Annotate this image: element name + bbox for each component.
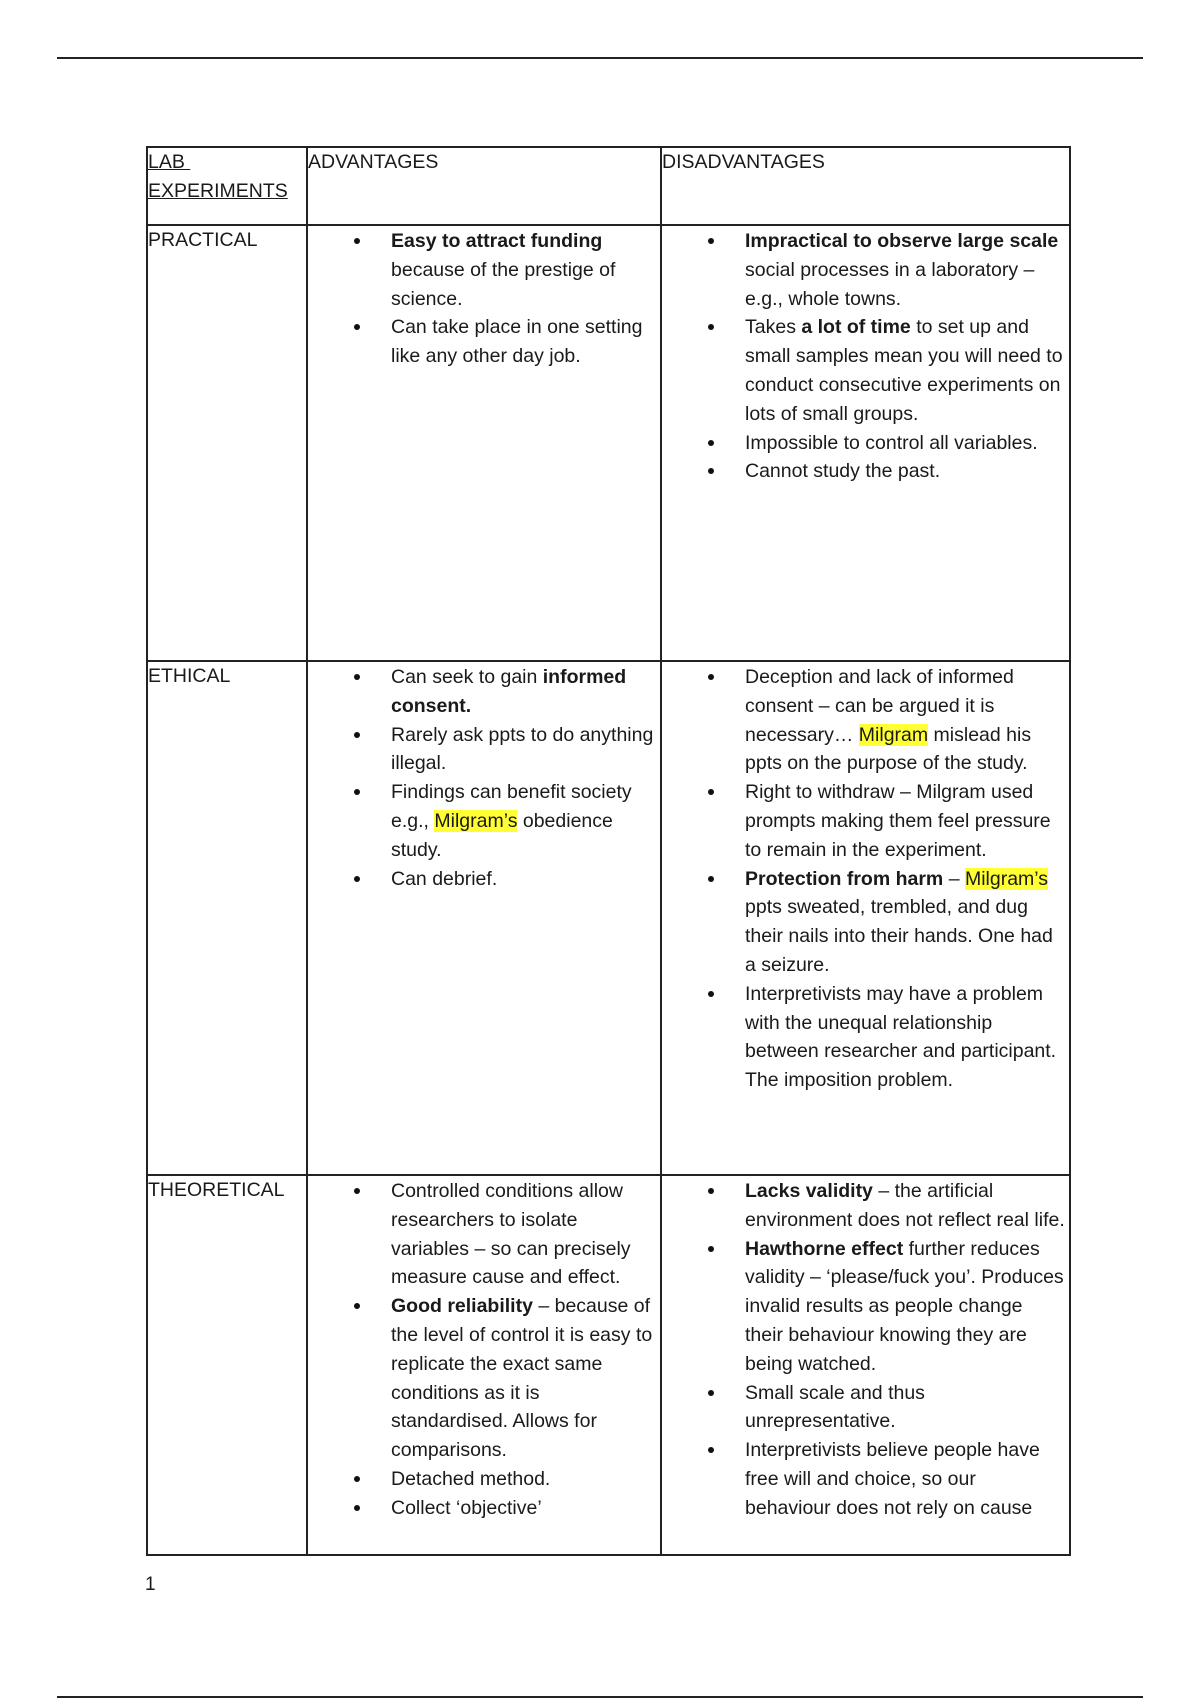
list-item xyxy=(308,227,656,313)
header-rule xyxy=(57,57,1143,59)
list-item xyxy=(308,1177,656,1292)
highlighted-text: Milgram xyxy=(858,723,929,746)
list-item xyxy=(662,663,1065,778)
item-text: Can seek to gain xyxy=(391,666,543,688)
practical-disadvantages-list xyxy=(662,226,1069,486)
practical-label-cell xyxy=(147,225,307,661)
item-text: – because of the level of control it is easy to replicate the exact same conditions as it is standardised. Allows for comparisons. xyxy=(391,1295,653,1462)
list-item xyxy=(308,778,656,864)
list-item xyxy=(308,313,656,371)
list-item xyxy=(662,429,1065,458)
item-text: Right to withdraw – Milgram used prompts making them feel pressure to remain in the experiment. xyxy=(745,781,1051,861)
list-item xyxy=(308,721,656,779)
list-item xyxy=(308,865,656,894)
ethical-disadvantages-cell xyxy=(661,661,1070,1175)
item-text: Interpretivists may have a problem with the unequal relationship between researcher and participant. The imposition problem. xyxy=(745,982,1057,1092)
item-text: Impossible to control all variables. xyxy=(745,431,1038,454)
item-text: obedience study. xyxy=(391,809,613,861)
ethical-advantages-list xyxy=(308,662,660,893)
bold-text: Protection from harm xyxy=(745,867,944,890)
footer-rule xyxy=(57,1696,1143,1698)
practical-advantages-list xyxy=(308,226,660,371)
header-cell-category xyxy=(147,147,307,225)
practical-label: PRACTICAL xyxy=(148,229,258,251)
highlighted-text: Milgram’s xyxy=(964,867,1049,890)
item-text: – xyxy=(943,867,965,890)
item-text: Rarely ask ppts to do anything illegal. xyxy=(391,723,654,775)
ethical-row xyxy=(147,661,1070,1175)
bold-text: Good reliability xyxy=(391,1295,533,1318)
list-item xyxy=(662,1379,1065,1437)
list-item xyxy=(308,1494,656,1523)
list-item xyxy=(308,1292,656,1465)
list-item xyxy=(662,227,1065,313)
bold-text: Easy to attract funding xyxy=(391,230,603,252)
item-text: Controlled conditions allow researchers to isolate variables – so can precisely measure cause and effect. xyxy=(391,1180,631,1289)
bold-text: Lacks validity xyxy=(745,1180,873,1202)
item-text: Can take place in one setting like any other day job. xyxy=(391,316,643,368)
list-item xyxy=(662,1436,1065,1522)
header-disadvantages-label: DISADVANTAGES xyxy=(662,151,825,173)
table-header-row xyxy=(147,147,1070,225)
bold-text: a lot of time xyxy=(801,316,911,339)
theoretical-advantages-list xyxy=(308,1176,660,1523)
header-lab-label: LAB xyxy=(148,151,191,173)
header-cell-disadvantages xyxy=(661,147,1070,225)
header-cell-advantages xyxy=(307,147,661,225)
item-text: – the artificial environment does not reflect real life. xyxy=(745,1180,1065,1231)
item-text: Cannot study the past. xyxy=(745,460,941,483)
list-item xyxy=(308,663,656,721)
item-text: Small scale and thus unrepresentative. xyxy=(745,1381,925,1433)
theoretical-disadvantages-cell xyxy=(661,1175,1070,1555)
item-text: Collect ‘objective’ xyxy=(391,1496,542,1519)
list-item xyxy=(308,1465,656,1494)
bold-text: Impractical to observe large scale xyxy=(745,230,1059,252)
page-number: 1 xyxy=(145,1574,156,1595)
highlighted-text: Milgram’s xyxy=(434,809,518,832)
list-item xyxy=(662,1177,1065,1235)
bold-text: informed consent. xyxy=(391,666,627,717)
item-text: Can debrief. xyxy=(391,867,498,890)
item-text: Takes xyxy=(745,316,802,339)
list-item xyxy=(662,865,1065,980)
theoretical-disadvantages-list xyxy=(662,1176,1069,1523)
ethical-label: ETHICAL xyxy=(148,665,231,687)
theoretical-row xyxy=(147,1175,1070,1555)
item-text: further reduces validity – ‘please/fuck you’. Produces invalid results as people change their behaviour knowing they are being watched. xyxy=(745,1237,1064,1375)
theoretical-advantages-cell xyxy=(307,1175,661,1555)
item-text: mislead his ppts on the purpose of the study. xyxy=(745,723,1032,775)
item-text: ppts sweated, trembled, and dug their nails into their hands. One had a seizure. xyxy=(745,896,1053,976)
theoretical-label: THEORETICAL xyxy=(148,1179,285,1201)
item-text: Interpretivists believe people have free will and choice, so our behaviour does not rely on cause xyxy=(745,1439,1040,1519)
ethical-advantages-cell xyxy=(307,661,661,1175)
ethical-disadvantages-list xyxy=(662,662,1069,1095)
practical-disadvantages-cell xyxy=(661,225,1070,661)
bold-text: Hawthorne effect xyxy=(745,1237,904,1260)
lab-experiments-table xyxy=(146,146,1071,1556)
list-item xyxy=(662,1235,1065,1379)
item-text: to set up and small samples mean you will need to conduct consecutive experiments on lots of small groups. xyxy=(745,316,1063,425)
header-experiments-label: EXPERIMENTS xyxy=(148,179,288,202)
list-item xyxy=(662,457,1065,486)
ethical-label-cell xyxy=(147,661,307,1175)
item-text: Findings can benefit society e.g., xyxy=(391,781,632,832)
header-advantages-label: ADVANTAGES xyxy=(308,151,439,173)
list-item xyxy=(662,980,1065,1095)
item-text: social processes in a laboratory – e.g., whole towns. xyxy=(745,258,1035,310)
practical-row xyxy=(147,225,1070,661)
item-text: Deception and lack of informed consent – can be argued it is necessary… xyxy=(745,666,1014,746)
theoretical-label-cell xyxy=(147,1175,307,1555)
item-text: Detached method. xyxy=(391,1467,551,1490)
item-text: because of the prestige of science. xyxy=(391,258,616,310)
list-item xyxy=(662,313,1065,428)
list-item xyxy=(662,778,1065,864)
practical-advantages-cell xyxy=(307,225,661,661)
